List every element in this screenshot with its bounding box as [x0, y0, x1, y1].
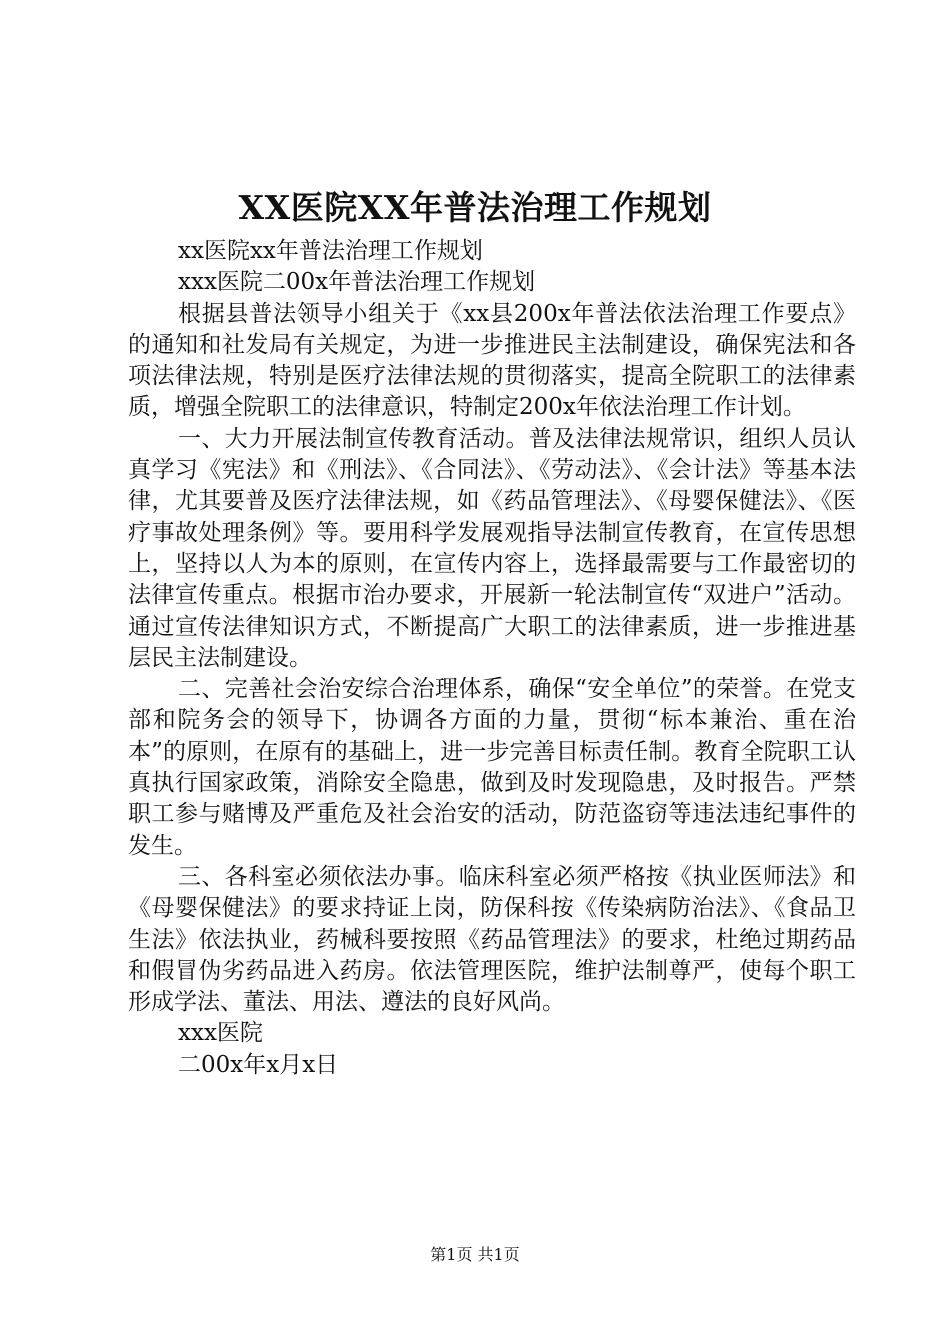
body-paragraph: 一、大力开展法制宣传教育活动。普及法律法规常识，组织人员认真学习《宪法》和《刑法》、《合同法》、《劳动法》、《会计法》等基本法律，尤其要普及医疗法律法规，如《药品管理法》、《母婴保健法》、《医疗事故处理条例》等。要用科学发展观指导法制宣传教育，在宣传思想上，坚持以人为本的原则，在宣传内容上，选择最需要与工作最密切的法律宣传重点。根据市治办要求，开展新一轮法制宣传“双进户”活动。通过宣传法律知识方式，不断提高广大职工的法律素质，进一步推进基层民主法制建设。 — [128, 425, 856, 671]
document-date: 二00x年x月x日 — [178, 1051, 339, 1078]
body-paragraph: 二、完善社会治安综合治理体系，确保“安全单位”的荣誉。在党支部和院务会的领导下，协调各方面的力量，贯彻“标本兼治、重在治本”的原则，在原有的基础上，进一步完善目标责任制。教育全院职工认真执行国家政策，消除安全隐患，做到及时发现隐患，及时报告。严禁职工参与赌博及严重危及社会治安的活动，防范盗窃等违法违纪事件的发生。 — [128, 676, 856, 859]
subtitle-line: xx医院xx年普法治理工作规划 — [178, 238, 483, 264]
document-body — [128, 236, 856, 1081]
body-paragraph: 根据县普法领导小组关于《xx县200x年普法依法治理工作要点》的通知和社发局有关规定，为进一步推进民主法制建设，确保宪法和各项法律法规，特别是医疗法律法规的贯彻落实，提高全院职工的法律素质，增强全院职工的法律意识，特制定200x年依法治理工作计划。 — [128, 300, 856, 421]
document-title: XX医院XX年普法治理工作规划 — [238, 188, 712, 227]
page-footer: 第1页 共1页 — [430, 1245, 520, 1264]
signature: xxx医院 — [178, 1020, 263, 1047]
subtitle-line: xxx医院二00x年普法治理工作规划 — [178, 269, 536, 296]
body-paragraph: 三、各科室必须依法办事。临床科室必须严格按《执业医师法》和《母婴保健法》的要求持证上岗，防保科按《传染病防治法》、《食品卫生法》依法执业，药械科要按照《药品管理法》的要求，杜绝过期药品和假冒伪劣药品进入药房。依法管理医院，维护法制尊严，使每个职工形成学法、董法、用法、遵法的良好风尚。 — [128, 863, 856, 1016]
